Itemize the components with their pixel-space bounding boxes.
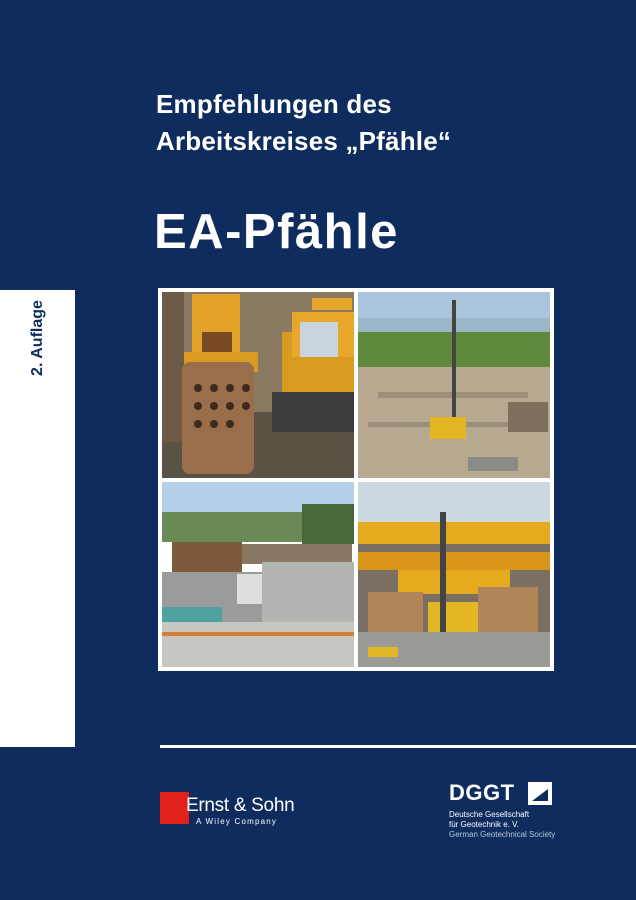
society-name-english: German Geotechnical Society — [449, 830, 556, 839]
publisher-red-square-icon — [160, 792, 189, 824]
steel-load-test-frame-photo — [358, 482, 550, 667]
society-abbreviation: DGGT — [449, 780, 515, 805]
society-logo — [449, 779, 589, 849]
edition-label: 2. Auflage — [29, 300, 46, 376]
sheet-pile-retaining-wall-photo — [162, 482, 354, 667]
subtitle-line-2: Arbeitskreises „Pfähle“ — [156, 126, 452, 156]
publisher-subline: A Wiley Company — [196, 817, 278, 826]
society-name-line-2: für Geotechnik e. V. — [449, 820, 519, 829]
cover-title: EA-Pfähle — [154, 205, 399, 259]
publisher-name: Ernst & Sohn — [186, 795, 295, 816]
publisher-logo — [160, 791, 310, 831]
pile-driving-rig-on-site-photo — [358, 292, 550, 478]
society-name-line-1: Deutsche Gesellschaft — [449, 810, 530, 819]
photo-collage — [158, 288, 554, 671]
divider-rule — [160, 745, 636, 748]
bored-pile-drilling-rig-photo — [162, 292, 354, 478]
subtitle-line-1: Empfehlungen des — [156, 89, 392, 119]
dggt-emblem-icon — [528, 782, 552, 805]
cover-subtitle — [156, 86, 596, 160]
